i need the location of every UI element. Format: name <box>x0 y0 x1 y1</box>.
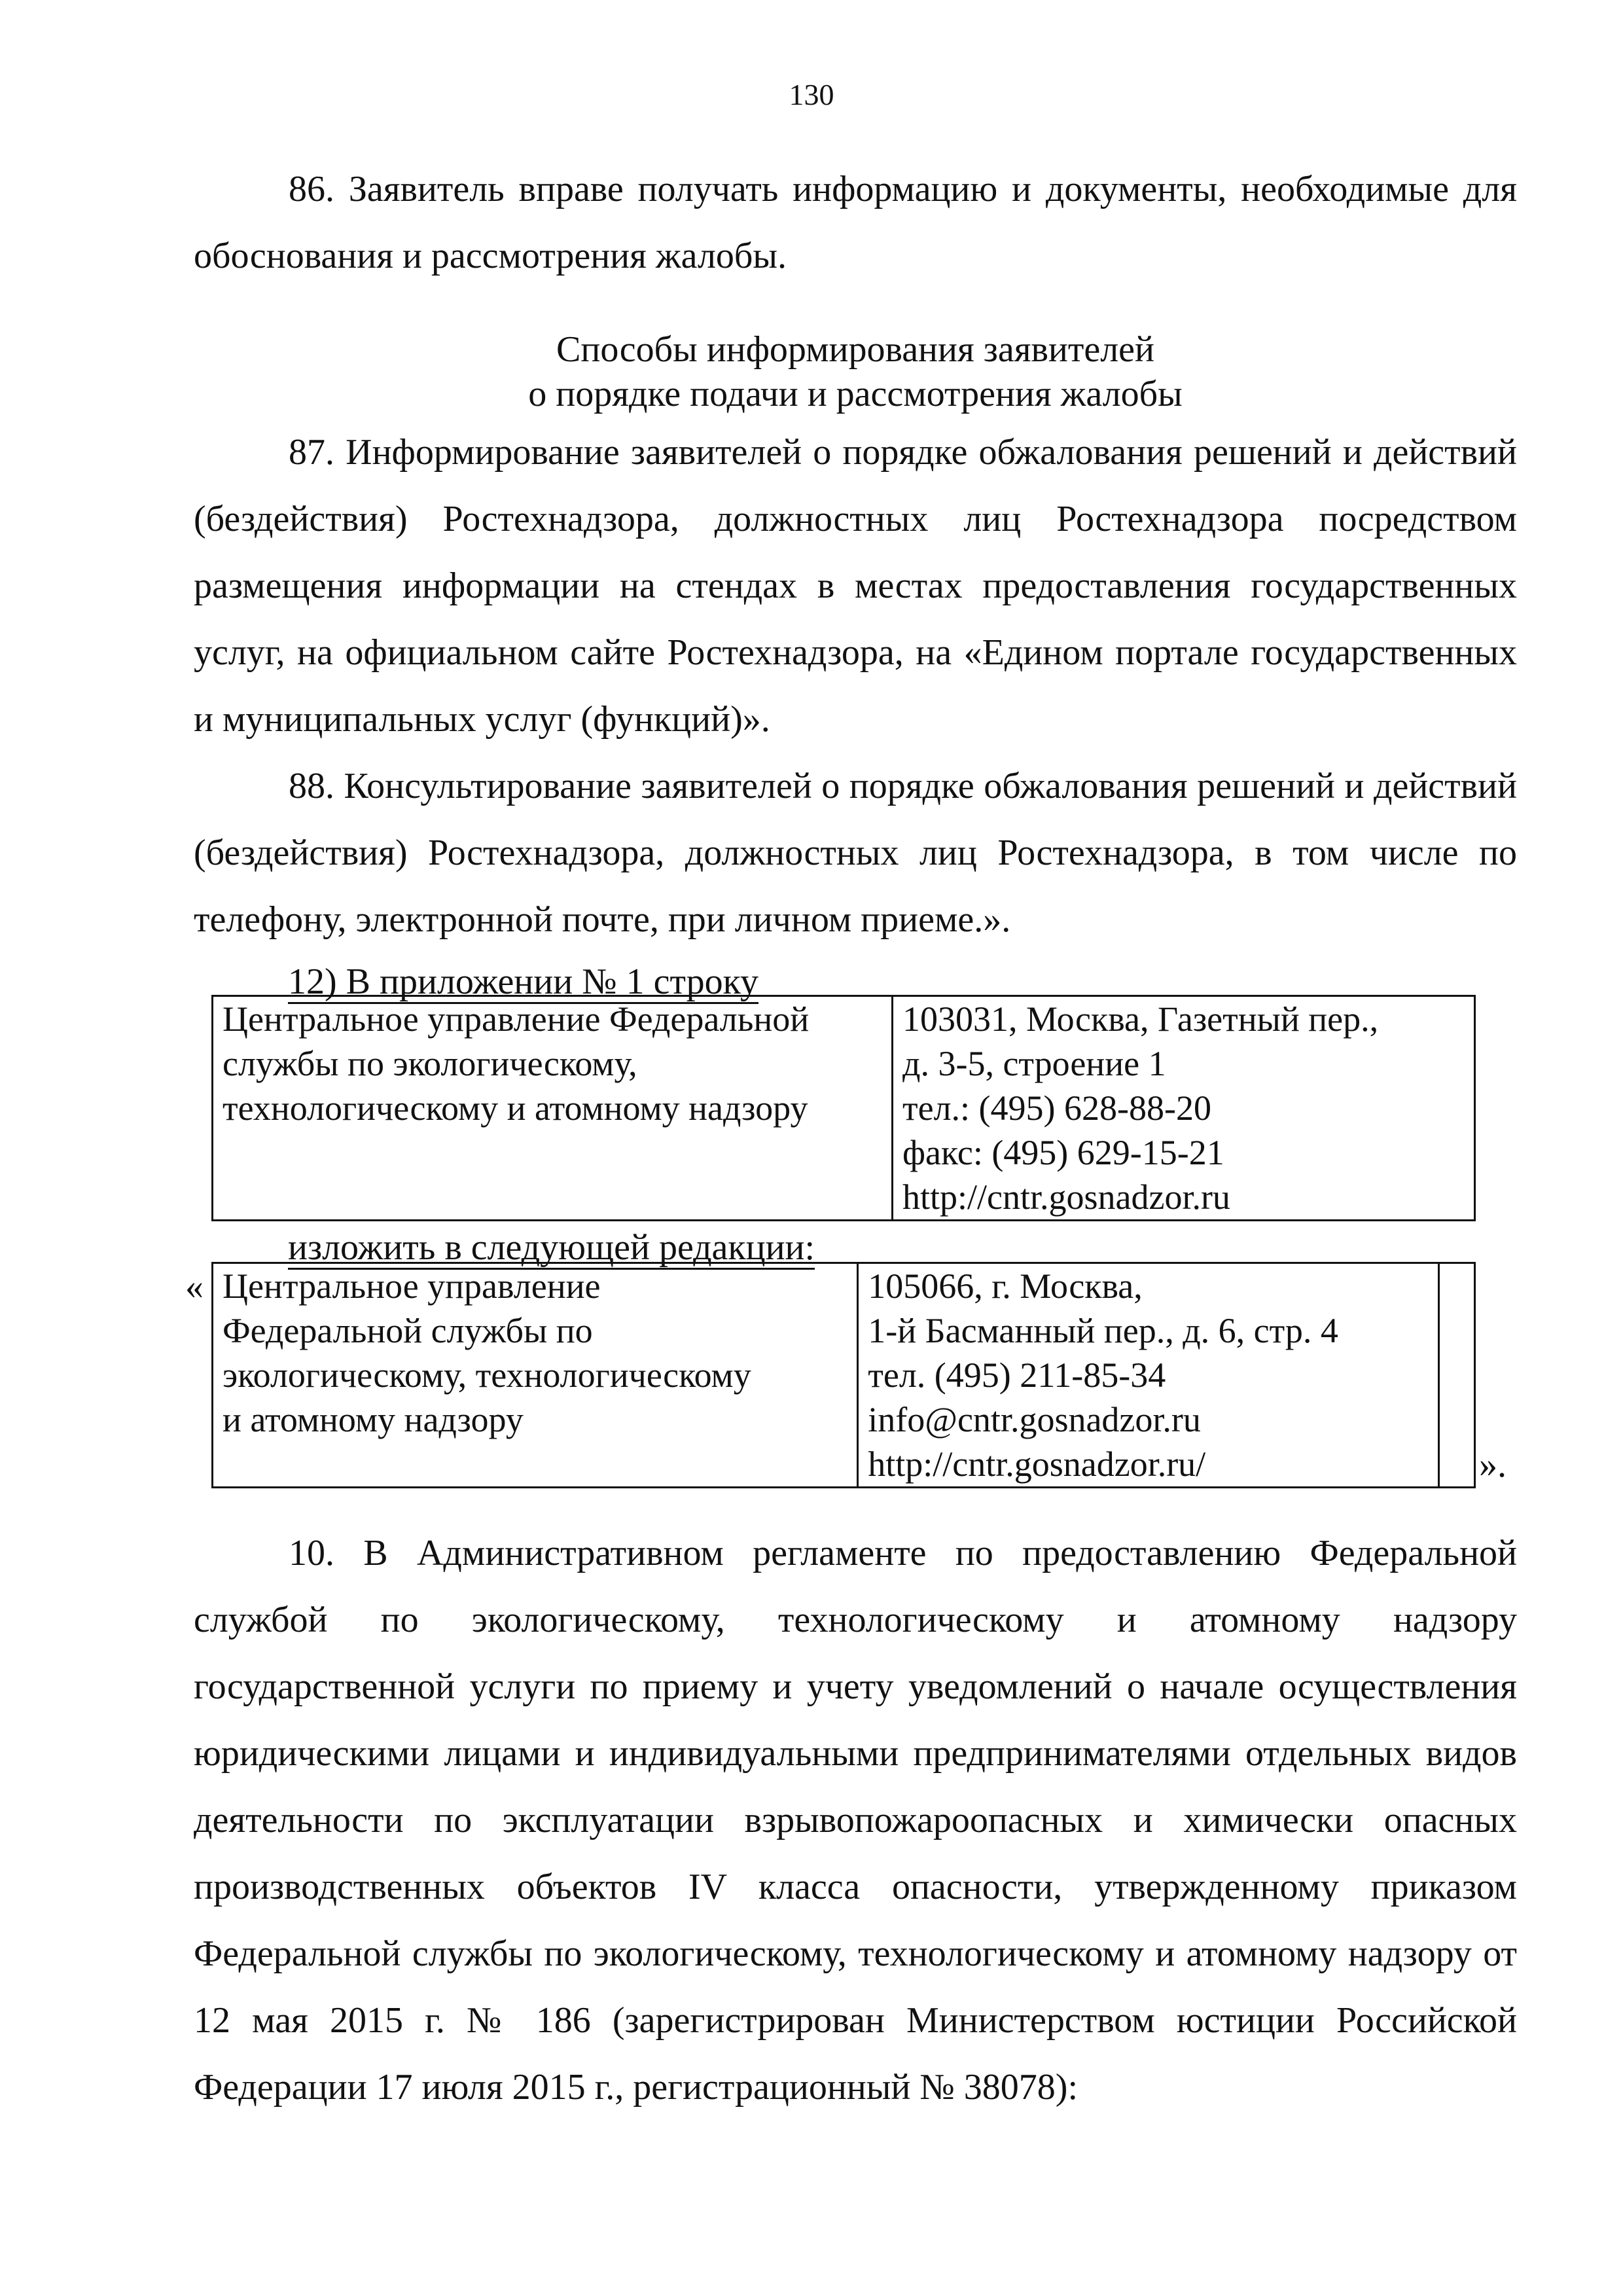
close-quote: ». <box>1479 1444 1507 1485</box>
new-address-line-2: 1-й Басманный пер., д. 6, стр. 4 <box>868 1311 1338 1350</box>
new-entry-row <box>213 1263 1475 1488</box>
heading-line-1: Способы информирования заявителей <box>556 329 1154 370</box>
open-quote: « <box>185 1266 204 1307</box>
new-address-line-1: 105066, г. Москва, <box>868 1266 1143 1306</box>
new-name-line-4: и атомному надзору <box>223 1400 524 1439</box>
heading-line-2: о порядке подачи и рассмотрения жалобы <box>528 374 1183 414</box>
old-name-line-1: Центральное управление Федеральной <box>223 999 810 1039</box>
old-entry-row <box>213 996 1475 1221</box>
new-name-line-1: Центральное управление <box>223 1266 601 1306</box>
old-address-line-5: http://cntr.gosnadzor.ru <box>902 1177 1230 1217</box>
old-name-line-2: службы по экологическому, <box>223 1044 637 1083</box>
new-entry-table <box>211 1262 1476 1488</box>
paragraph-86: 86. Заявитель вправе получать информацию и документы, необходимые для обоснования и рассмотрения жалобы. <box>194 169 1517 276</box>
old-address-line-1: 103031, Москва, Газетный пер., <box>902 999 1379 1039</box>
old-address-line-4: факс: (495) 629-15-21 <box>902 1133 1224 1172</box>
new-name-line-3: экологическому, технологическому <box>223 1355 751 1395</box>
old-address-line-3: тел.: (495) 628-88-20 <box>902 1088 1211 1128</box>
paragraph-87: 87. Информирование заявителей о порядке обжалования решений и действий (бездействия) Ростехнадзора, должностных лиц Ростехнадзора посредством размещения информации на стендах в местах предоставления государственных услуг, на официальном сайте Ростехнадзора, на «Едином портале государственных и муниципальных услуг (функций)». <box>194 432 1517 740</box>
new-entry-blank-cell <box>1438 1263 1474 1488</box>
paragraph-10: 10. В Административном регламенте по предоставлению Федеральной службой по экологическому, технологическому и атомному надзору государственной услуги по приему и учету уведомлений о начале осуществления юридическими лицами и индивидуальными предпринимателями отдельных видов деятельности по эксплуатации взрывопожароопасных и химически опасных производственных объектов IV класса опасности, утвержденному приказом Федеральной службы по экологическому, технологическому и атомному надзору от 12 мая 2015 г. № 186 (зарегистрирован Министерством юстиции Российской Федерации 17 июля 2015 г., регистрационный № 38078): <box>194 1533 1517 2108</box>
old-entry-name-cell <box>213 996 893 1221</box>
old-name-line-3: технологическому и атомному надзору <box>223 1088 808 1128</box>
new-entry-address-cell <box>858 1263 1439 1488</box>
old-entry-table <box>211 995 1476 1221</box>
new-address-line-4: info@cntr.gosnadzor.ru <box>868 1400 1201 1439</box>
new-name-line-2: Федеральной службы по <box>223 1311 593 1350</box>
old-address-line-2: д. 3-5, строение 1 <box>902 1044 1166 1083</box>
old-entry-address-cell <box>893 996 1475 1221</box>
item-12-intro-text: 12) В приложении № 1 строку <box>288 961 758 1004</box>
transition-text: изложить в следующей редакции: <box>288 1227 815 1270</box>
page-number: 130 <box>789 78 834 111</box>
paragraph-88: 88. Консультирование заявителей о порядке обжалования решений и действий (бездействия) Ростехнадзора, должностных лиц Ростехнадзора, в том числе по телефону, электронной почте, при личном приеме.». <box>194 766 1517 940</box>
new-address-line-3: тел. (495) 211-85-34 <box>868 1355 1166 1395</box>
new-address-line-5: http://cntr.gosnadzor.ru/ <box>868 1444 1206 1484</box>
section-heading <box>194 327 1517 416</box>
new-entry-name-cell <box>213 1263 858 1488</box>
